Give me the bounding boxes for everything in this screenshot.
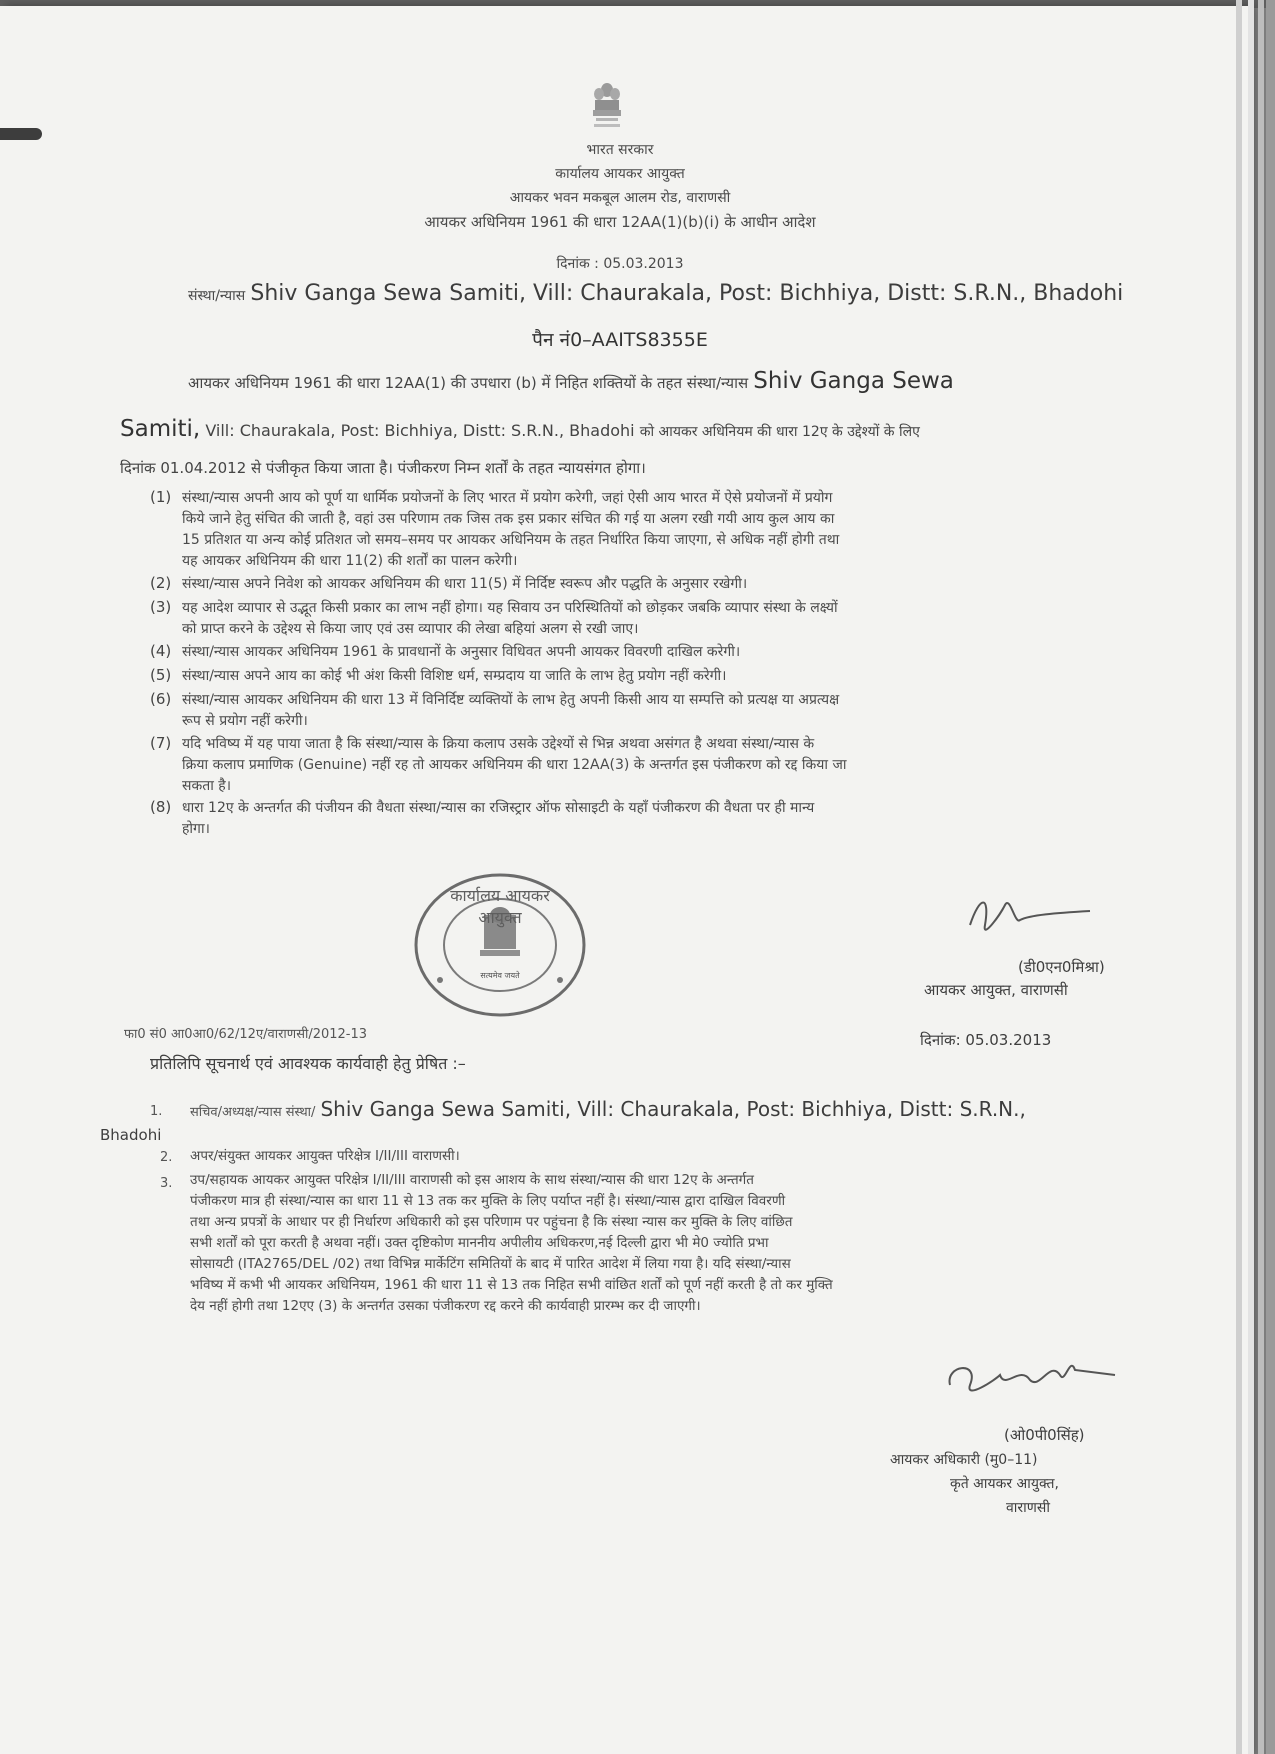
page-edge bbox=[1266, 0, 1275, 1754]
condition-number: (7) bbox=[150, 734, 172, 752]
condition-text-line: को प्राप्त करने के उद्देश्य से किया जाए एवं उस व्यापार की लेखा बहियां अलग से रखी जाए। bbox=[182, 621, 639, 637]
pan-number: पैन नं0–AAITS8355E bbox=[532, 329, 708, 351]
condition-text-line: यदि भविष्य में यह पाया जाता है कि संस्था/न्यास के क्रिया कलाप उसके उद्देश्यों से भिन्न अथवा असंगत है अथवा संस्था/न्यास के bbox=[182, 736, 815, 752]
signatory-2-designation-1: आयकर अधिकारी (मु0–11) bbox=[890, 1452, 1038, 1468]
condition-text-line: किये जाने हेतु संचित की जाती है, वहां उस परिणाम तक जिस तक इस प्रकार संचित की गई या अलग रखी गयी आय कुल आय का bbox=[182, 511, 835, 527]
signature-1-scribble bbox=[960, 885, 1100, 949]
header-date: दिनांक : 05.03.2013 bbox=[556, 256, 684, 272]
copy-item-3-line: तथा अन्य प्रपत्रों के आधार पर ही निर्धारण अधिकारी को इस परिणाम पर पहुंचना है कि संस्था न्यास कर मुक्ति के लिए वांछित bbox=[190, 1214, 793, 1230]
page-edge bbox=[1248, 0, 1254, 1754]
condition-number: (3) bbox=[150, 598, 172, 616]
condition-number: (5) bbox=[150, 666, 172, 684]
header-govt: भारत सरकार bbox=[586, 142, 654, 158]
signatory-1-designation: आयकर आयुक्त, वाराणसी bbox=[924, 981, 1068, 999]
subject-label: संस्था/न्यास bbox=[188, 288, 246, 304]
condition-text-line: संस्था/न्यास आयकर अधिनियम की धारा 13 में विनिर्दिष्ट व्यक्तियों के लाभ हेतु अपनी किसी आय या सम्पत्ति को प्रत्यक्ष या अप्रत्यक्ष bbox=[182, 692, 840, 708]
condition-text-line: रूप से प्रयोग नहीं करेगी। bbox=[182, 713, 308, 729]
copy-item-3-line: सभी शर्तों को पूरा करती है अथवा नहीं। उक्त दृष्टिकोण माननीय अपीलीय अधिकरण,नई दिल्ली द्वारा भी मे0 ज्योति प्रभा bbox=[190, 1235, 769, 1251]
condition-number: (6) bbox=[150, 690, 172, 708]
signatory-2-name: (ओ0पी0सिंह) bbox=[1004, 1426, 1085, 1444]
copy-item-3-line: सोसायटी (ITA2765/DEL /02) तथा विभिन्न मार्केटिंग समितियों के बाद में पारित आदेश में लिया गया है। यदि संस्था/न्यास bbox=[190, 1256, 791, 1272]
national-emblem-icon bbox=[590, 80, 624, 136]
copy-heading: प्रतिलिपि सूचनार्थ एवं आवश्यक कार्यवाही हेतु प्रेषित :– bbox=[150, 1054, 466, 1073]
condition-number: (2) bbox=[150, 574, 172, 592]
condition-text-line: सकता है। bbox=[182, 778, 232, 794]
header-office: कार्यालय आयकर आयुक्त bbox=[555, 166, 685, 182]
header-address: आयकर भवन मकबूल आलम रोड, वाराणसी bbox=[509, 190, 731, 206]
seal-text: कार्यालय आयकर आयुक्त bbox=[450, 886, 550, 927]
signatory-1-date: दिनांक: 05.03.2013 bbox=[920, 1031, 1052, 1049]
condition-number: (1) bbox=[150, 488, 172, 506]
copy-item-3-line: उप/सहायक आयकर आयुक्त परिक्षेत्र I/II/III वाराणसी को इस आशय के साथ संस्था/न्यास की धारा 12ए के अन्तर्गत bbox=[190, 1172, 754, 1188]
condition-text-line: संस्था/न्यास आयकर अधिनियम 1961 के प्रावधानों के अनुसार विधिवत अपनी आयकर विवरणी दाखिल करेगी। bbox=[182, 644, 741, 660]
condition-number: (4) bbox=[150, 642, 172, 660]
signatory-2-designation-2: कृते आयकर आयुक्त, bbox=[950, 1476, 1059, 1492]
condition-number: (8) bbox=[150, 798, 172, 816]
signature-2-scribble bbox=[940, 1345, 1120, 1419]
condition-text-line: होगा। bbox=[182, 821, 210, 837]
condition-text-line: धारा 12ए के अन्तर्गत की पंजीयन की वैधता संस्था/न्यास का रजिस्ट्रार ऑफ सोसाइटी के यहाँ पंजीकरण की वैधता पर ही मान्य bbox=[182, 800, 815, 816]
intro-line-2: Samiti, Vill: Chaurakala, Post: Bichhiya, Distt: S.R.N., Bhadohi को आयकर अधिनियम की धारा 12ए के उद्देश्यों के लिए bbox=[120, 416, 920, 442]
copy-item-3-line: देय नहीं होगी तथा 12एए (3) के अन्तर्गत उसका पंजीकरण रद्द करने की कार्यवाही प्रारम्भ कर दी जाएगी। bbox=[190, 1298, 701, 1314]
condition-text-line: संस्था/न्यास अपने आय का कोई भी अंश किसी विशिष्ट धर्म, सम्प्रदाय या जाति के लाभ हेतु प्रयोग नहीं करेगी। bbox=[182, 668, 727, 684]
copy-item-3-line: भविष्य में कभी भी आयकर अधिनियम, 1961 की धारा 11 से 13 तक निहित सभी वांछित शर्तों को पूर्ण नहीं करती है तो कर मुक्ति bbox=[190, 1277, 833, 1293]
signatory-2-designation-3: वाराणसी bbox=[1006, 1500, 1050, 1516]
copy-item-1: सचिव/अध्यक्ष/न्यास संस्था/ Shiv Ganga Sewa Samiti, Vill: Chaurakala, Post: Bichhiya, Distt: S.R.N., bbox=[190, 1097, 1026, 1121]
copy-item-3-num: 3. bbox=[160, 1176, 173, 1191]
signatory-1-name: (डी0एन0मिश्रा) bbox=[1018, 958, 1105, 976]
office-seal bbox=[410, 870, 590, 1024]
condition-text-line: क्रिया कलाप प्रमाणिक (Genuine) नहीं रह तो आयकर अधिनियम की धारा 12AA(3) के अन्तर्गत इस पंजीकरण को रद्द किया जा bbox=[182, 757, 847, 773]
punch-hole-mark bbox=[0, 128, 42, 140]
copy-item-1-num: 1. bbox=[150, 1104, 163, 1119]
header-act-order: आयकर अधिनियम 1961 की धारा 12AA(1)(b)(i) के आधीन आदेश bbox=[424, 213, 816, 231]
page-edge bbox=[1258, 0, 1264, 1754]
copy-item-2-num: 2. bbox=[160, 1150, 173, 1165]
copy-item-2: अपर/संयुक्त आयकर आयुक्त परिक्षेत्र I/II/III वाराणसी। bbox=[190, 1148, 460, 1164]
condition-text-line: यह आयकर अधिनियम की धारा 11(2) की शर्तों का पालन करेगी। bbox=[182, 553, 518, 569]
seal-emblem-caption: सत्यमेव जयते bbox=[480, 971, 520, 980]
file-number: फा0 सं0 आ0आ0/62/12ए/वाराणसी/2012-13 bbox=[124, 1027, 368, 1042]
condition-text-line: 15 प्रतिशत या अन्य कोई प्रतिशत जो समय–समय पर आयकर अधिनियम के तहत निर्धारित किया जाएगा, से अधिक नहीं होगी तथा bbox=[182, 532, 840, 548]
copy-item-1-cont: Bhadohi bbox=[100, 1126, 162, 1144]
condition-text-line: संस्था/न्यास अपने निवेश को आयकर अधिनियम की धारा 11(5) में निर्दिष्ट स्वरूप और पद्धति के अनुसार रखेगी। bbox=[182, 576, 748, 592]
copy-item-3 bbox=[190, 1170, 1090, 1317]
condition-text-line: संस्था/न्यास अपनी आय को पूर्ण या धार्मिक प्रयोजनों के लिए भारत में प्रयोग करेगी, जहां ऐसी आय भारत में ऐसे प्रयोजनों में प्रयोग bbox=[182, 490, 833, 506]
intro-line-1: आयकर अधिनियम 1961 की धारा 12AA(1) की उपधारा (b) में निहित शक्तियों के तहत संस्था/न्यास Shiv Ganga Sewa bbox=[188, 368, 954, 394]
copy-item-3-line: पंजीकरण मात्र ही संस्था/न्यास का धारा 11 से 13 तक कर मुक्ति के लिए पर्याप्त नहीं है। संस्था/न्यास द्वारा दाखिल विवरणी bbox=[190, 1193, 786, 1209]
subject-line bbox=[188, 281, 1123, 306]
condition-text-line: यह आदेश व्यापार से उद्भूत किसी प्रकार का लाभ नहीं होगा। यह सिवाय उन परिस्थितियों को छोड़कर जबकि व्यापार संस्था के लक्ष्यों bbox=[182, 600, 838, 616]
intro-line-3: दिनांक 01.04.2012 से पंजीकृत किया जाता है। पंजीकरण निम्न शर्तों के तहत न्यायसंगत होगा। bbox=[120, 459, 646, 477]
subject-organization: Shiv Ganga Sewa Samiti, Vill: Chaurakala, Post: Bichhiya, Distt: S.R.N., Bhadohi bbox=[250, 281, 1124, 306]
